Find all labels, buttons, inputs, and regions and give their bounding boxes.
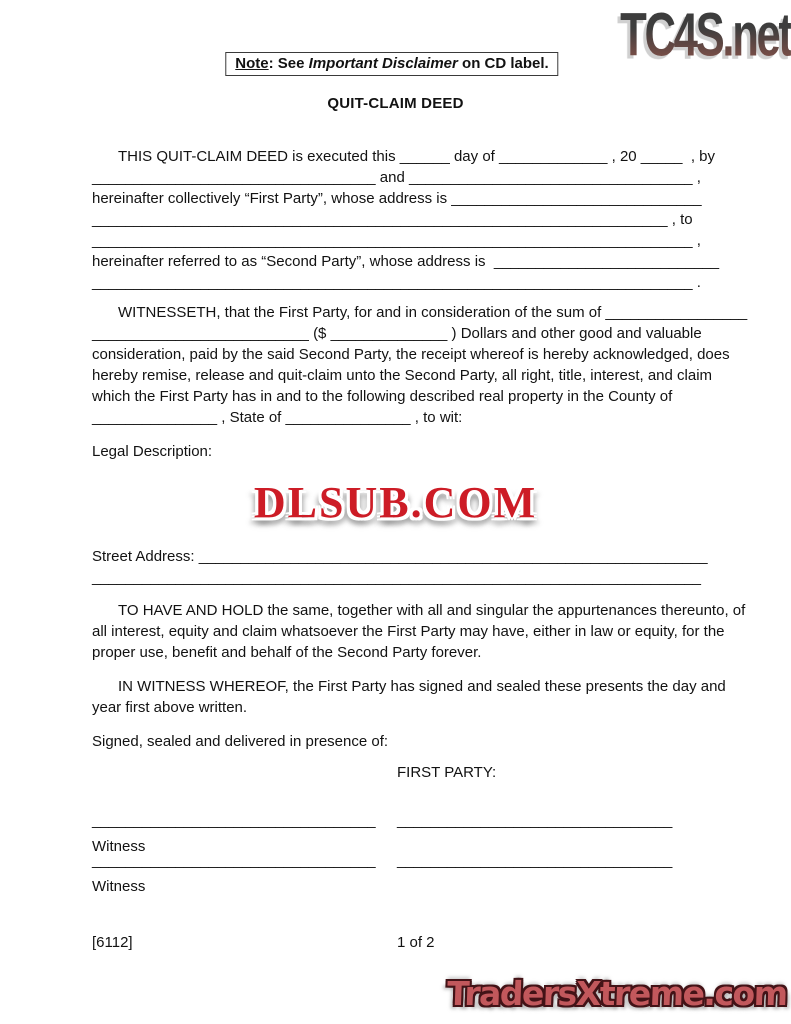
legal-description-label bbox=[92, 441, 708, 462]
disclaimer-note-box bbox=[225, 52, 558, 76]
text-line: hereinafter referred to as “Second Party”, whose address is ___________________________ bbox=[92, 253, 720, 270]
witness-caption: Witness bbox=[92, 838, 146, 855]
tradersxtreme-watermark: TradersXtreme.com bbox=[446, 974, 788, 1013]
text-line: all interest, equity and claim whatsoever the First Party may have, either in law or equity, for the bbox=[92, 623, 725, 640]
first-party-heading: FIRST PARTY: bbox=[397, 764, 497, 781]
text-line: _____________________________________________________________________ , to bbox=[92, 211, 693, 228]
text-line: TO HAVE AND HOLD the same, together with all and singular the appurtenances thereunto, of bbox=[118, 602, 746, 619]
text-line: proper use, benefit and behalf of the Second Party forever. bbox=[92, 644, 482, 661]
text-line: hereby remise, release and quit-claim unto the Second Party, all right, title, interest, and claim bbox=[92, 367, 713, 384]
text-line: IN WITNESS WHEREOF, the First Party has signed and sealed these presents the day and bbox=[118, 678, 726, 695]
witnesseth-paragraph bbox=[92, 302, 748, 428]
witness-caption: Witness bbox=[92, 878, 146, 895]
page-indicator: 1 of 2 bbox=[397, 934, 435, 951]
note-suffix: on CD label. bbox=[457, 55, 549, 72]
witness-whereof-paragraph bbox=[92, 676, 726, 718]
signature-row bbox=[92, 850, 708, 871]
first-party-signature-line: _________________________________ bbox=[397, 812, 673, 829]
presence-clause bbox=[92, 731, 708, 752]
note-label: Note bbox=[235, 55, 269, 72]
signature-row bbox=[92, 810, 708, 831]
first-party-signature-line: _________________________________ bbox=[397, 852, 673, 869]
text-line: year first above written. bbox=[92, 699, 248, 716]
tc4s-watermark: TC4S.net bbox=[620, 0, 791, 69]
street-address-line: Street Address: _____________________________________________________________ bbox=[92, 548, 708, 565]
note-separator: : See bbox=[268, 55, 309, 72]
text-line: ________________________________________________________________________ , bbox=[92, 232, 701, 249]
text-line: THIS QUIT-CLAIM DEED is executed this ______ day of _____________ , 20 _____ , by bbox=[118, 148, 716, 165]
street-address-block bbox=[92, 546, 708, 588]
text-line: hereinafter collectively “First Party”, whose address is ______________________________ bbox=[92, 190, 702, 207]
witness-signature-line: __________________________________ bbox=[92, 852, 376, 869]
opening-paragraph bbox=[92, 146, 720, 293]
text-line: which the First Party has in and to the following described real property in the County of bbox=[92, 388, 673, 405]
document-title: QUIT-CLAIM DEED bbox=[327, 95, 464, 112]
text-line: Legal Description: bbox=[92, 443, 213, 460]
text-line: __________________________________ and __________________________________ , bbox=[92, 169, 701, 186]
habendum-paragraph bbox=[92, 600, 746, 663]
text-line: _______________ , State of _______________ , to wit: bbox=[92, 409, 463, 426]
text-line: __________________________ ($ ______________ ) Dollars and other good and valuable bbox=[92, 325, 702, 342]
text-line: Signed, sealed and delivered in presence of: bbox=[92, 733, 389, 750]
text-line: WITNESSETH, that the First Party, for and in consideration of the sum of _________________ bbox=[118, 304, 748, 321]
text-line: consideration, paid by the said Second Party, the receipt whereof is hereby acknowledged, does bbox=[92, 346, 730, 363]
note-emphasis: Important Disclaimer bbox=[308, 55, 458, 72]
doc-code: [6112] bbox=[92, 934, 133, 951]
street-address-line: _________________________________________________________________________ bbox=[92, 569, 701, 586]
text-line: ________________________________________________________________________ . bbox=[92, 274, 701, 291]
witness-signature-line: __________________________________ bbox=[92, 812, 376, 829]
dlsub-watermark: DLSUB.COM bbox=[253, 478, 538, 527]
